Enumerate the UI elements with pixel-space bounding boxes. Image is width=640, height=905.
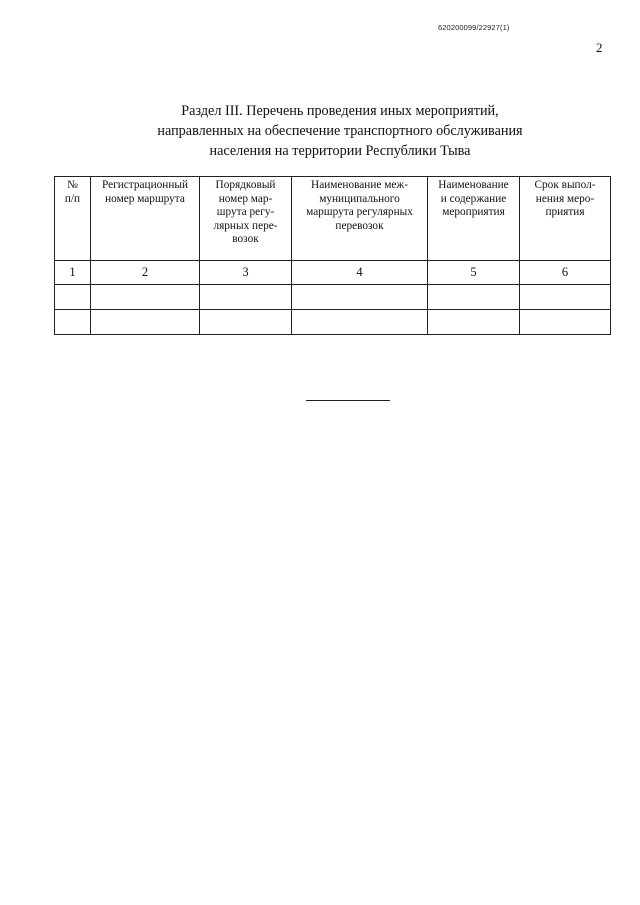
header-text: муниципального [319,192,400,205]
header-text: номер мар- [218,192,273,205]
table-cell [292,285,428,310]
table-cell [428,310,520,335]
table-row [55,285,611,310]
document-id: 620200099/22927(1) [438,23,510,32]
header-sequence-number [200,177,292,261]
column-number: 1 [55,261,91,285]
header-text: мероприятия [442,206,505,218]
header-text: приятия [545,206,585,218]
table-cell [91,285,200,310]
table-cell [428,285,520,310]
header-text: маршрута регулярных [306,206,413,218]
table-cell [200,285,292,310]
header-route-name [292,177,428,261]
header-text: нения меро- [535,192,595,205]
header-text: номер маршрута [105,192,185,205]
table-cell [520,310,611,335]
column-number: 4 [292,261,428,285]
table-cell [292,310,428,335]
section-title-line: направленных на обеспечение транспортного обслуживания [157,123,523,139]
page-number: 2 [596,40,603,55]
header-deadline [520,177,611,261]
table-cell [55,285,91,310]
header-text: Порядковый [215,179,276,191]
header-text: Срок выпол- [534,179,596,191]
column-number-row [55,261,611,285]
header-text: шрута регу- [216,206,275,218]
header-text: Регистрационный [101,179,189,191]
section-title-line: Раздел III. Перечень проведения иных мероприятий, [181,103,499,119]
header-text: перевозок [335,219,384,232]
header-row-number [55,177,91,261]
end-of-document-line [306,400,390,401]
section-title [60,101,620,161]
table-cell [200,310,292,335]
header-text: Наименование меж- [311,179,408,191]
header-text: и содержание [440,192,507,205]
column-number: 3 [200,261,292,285]
measures-table [54,176,611,335]
header-registration-number [91,177,200,261]
header-text: п/п [64,192,81,205]
table-cell [91,310,200,335]
table-row [55,310,611,335]
header-text: № [67,179,78,191]
header-text: Наименование [438,179,509,191]
column-number: 5 [428,261,520,285]
header-text: лярных пере- [213,219,278,232]
header-text: возок [232,233,259,245]
table-cell [55,310,91,335]
column-number: 6 [520,261,611,285]
column-number: 2 [91,261,200,285]
table-header-row [55,177,611,261]
section-title-line: населения на территории Республики Тыва [209,143,471,159]
header-measure-content [428,177,520,261]
table-cell [520,285,611,310]
